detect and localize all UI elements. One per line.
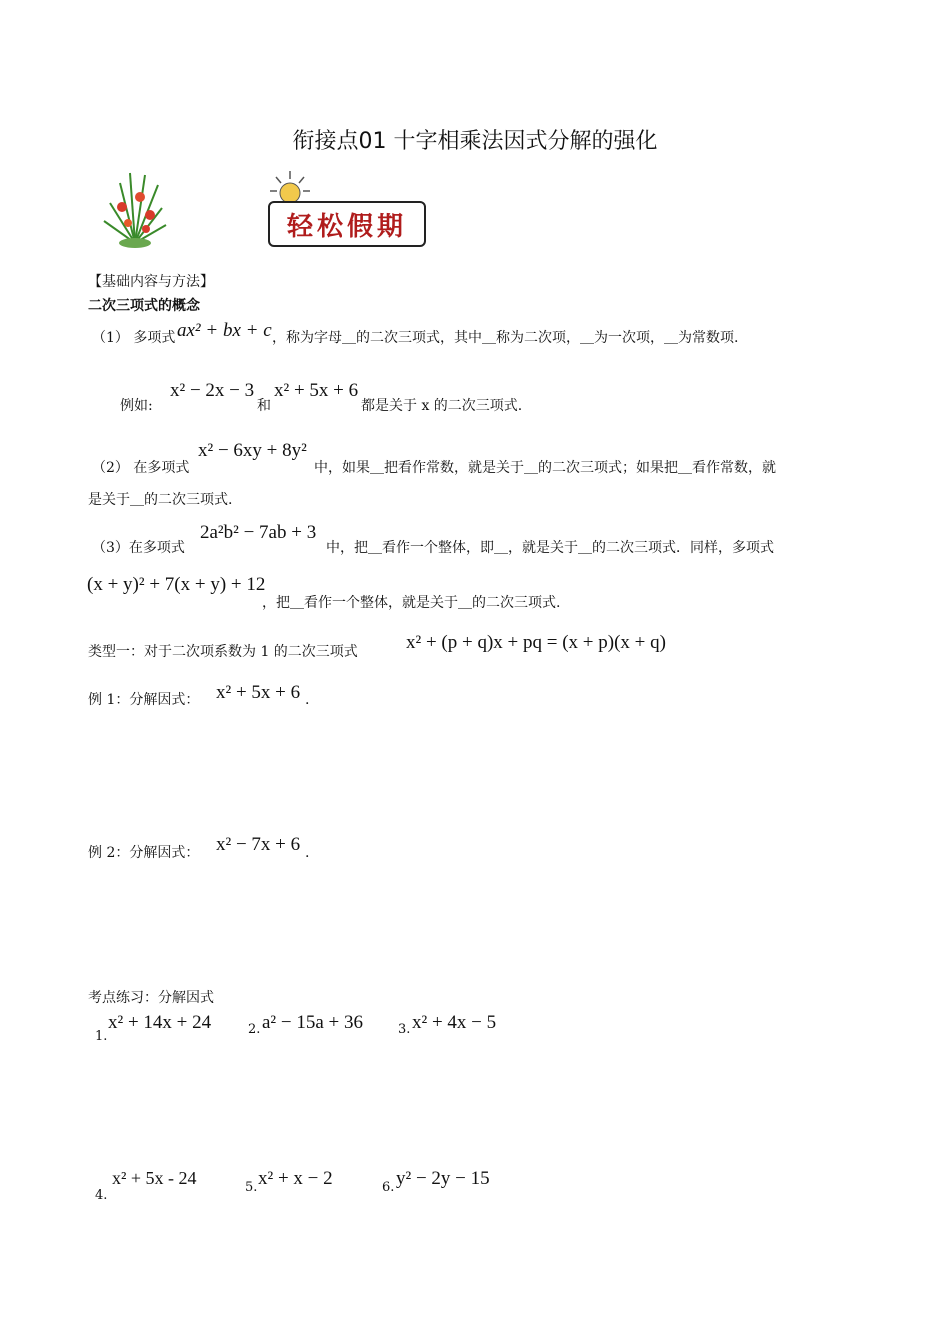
problem-6-number: 6. bbox=[382, 1180, 395, 1195]
item3-prefix: （3）在多项式 bbox=[92, 540, 185, 556]
item3-formula: 2a²b² − 7ab + 3 bbox=[200, 522, 317, 543]
example2-end: . bbox=[305, 845, 310, 861]
example2-formula: x² − 7x + 6 bbox=[216, 834, 301, 855]
problem-5-formula: x² + x − 2 bbox=[258, 1168, 333, 1189]
problem-5-number: 5. bbox=[245, 1180, 258, 1195]
example1-label: 例 1：分解因式： bbox=[88, 692, 200, 708]
banner-sign bbox=[268, 201, 426, 247]
problem-2-number: 2. bbox=[248, 1022, 261, 1037]
flower-plant-icon bbox=[100, 163, 170, 249]
item3-suffix: 中，把＿看作一个整体，即＿，就是关于＿的二次三项式．同样，多项式 bbox=[326, 540, 774, 556]
section-heading: 【基础内容与方法】 bbox=[88, 274, 214, 290]
item1-prefix: （1） 多项式 bbox=[92, 330, 176, 346]
problem-3-number: 3. bbox=[398, 1022, 411, 1037]
problem-4-formula: x² + 5x - 24 bbox=[112, 1168, 197, 1188]
example2-label: 例 2：分解因式： bbox=[88, 845, 200, 861]
problem-1-number: 1. bbox=[95, 1029, 108, 1044]
example-intro-label: 例如: bbox=[120, 398, 153, 414]
example-intro-suffix: 都是关于 x 的二次三项式. bbox=[361, 398, 523, 414]
banner-text: 轻松假期 bbox=[286, 211, 407, 242]
item3-suffix2: ，把＿看作一个整体，就是关于＿的二次三项式. bbox=[262, 595, 561, 611]
holiday-banner bbox=[100, 163, 407, 249]
item2-line2: 是关于＿的二次三项式. bbox=[88, 492, 233, 508]
problem-3-formula: x² + 4x − 5 bbox=[412, 1012, 497, 1033]
item2-suffix: 中，如果＿把看作常数，就是关于＿的二次三项式；如果把＿看作常数，就 bbox=[314, 460, 776, 476]
problem-1-formula: x² + 14x + 24 bbox=[108, 1012, 212, 1033]
example1-end: . bbox=[305, 692, 310, 708]
practice-heading: 考点练习：分解因式 bbox=[88, 990, 214, 1006]
example-intro-formula-b: x² + 5x + 6 bbox=[274, 380, 359, 401]
item2-prefix: （2） 在多项式 bbox=[92, 460, 190, 476]
type1-formula: x² + (p + q)x + pq = (x + p)(x + q) bbox=[406, 632, 666, 653]
example-intro-connector: 和 bbox=[257, 398, 271, 414]
example-intro-formula-a: x² − 2x − 3 bbox=[170, 380, 255, 401]
problem-2-formula: a² − 15a + 36 bbox=[262, 1012, 363, 1033]
problem-6-formula: y² − 2y − 15 bbox=[396, 1168, 490, 1189]
page-title: 衔接点01 十字相乘法因式分解的强化 bbox=[292, 129, 658, 154]
item1-suffix: ，称为字母＿的二次三项式，其中＿称为二次项，＿为一次项，＿为常数项. bbox=[272, 330, 739, 346]
type1-text: 类型一：对于二次项系数为 1 的二次三项式 bbox=[88, 644, 358, 660]
item1-formula: ax² + bx + c bbox=[177, 320, 272, 341]
item2-formula: x² − 6xy + 8y² bbox=[198, 440, 307, 461]
problem-4-number: 4. bbox=[95, 1188, 108, 1203]
example1-formula: x² + 5x + 6 bbox=[216, 682, 301, 703]
concept-heading: 二次三项式的概念 bbox=[88, 298, 200, 314]
item3-formula2: (x + y)² + 7(x + y) + 12 bbox=[87, 574, 266, 595]
